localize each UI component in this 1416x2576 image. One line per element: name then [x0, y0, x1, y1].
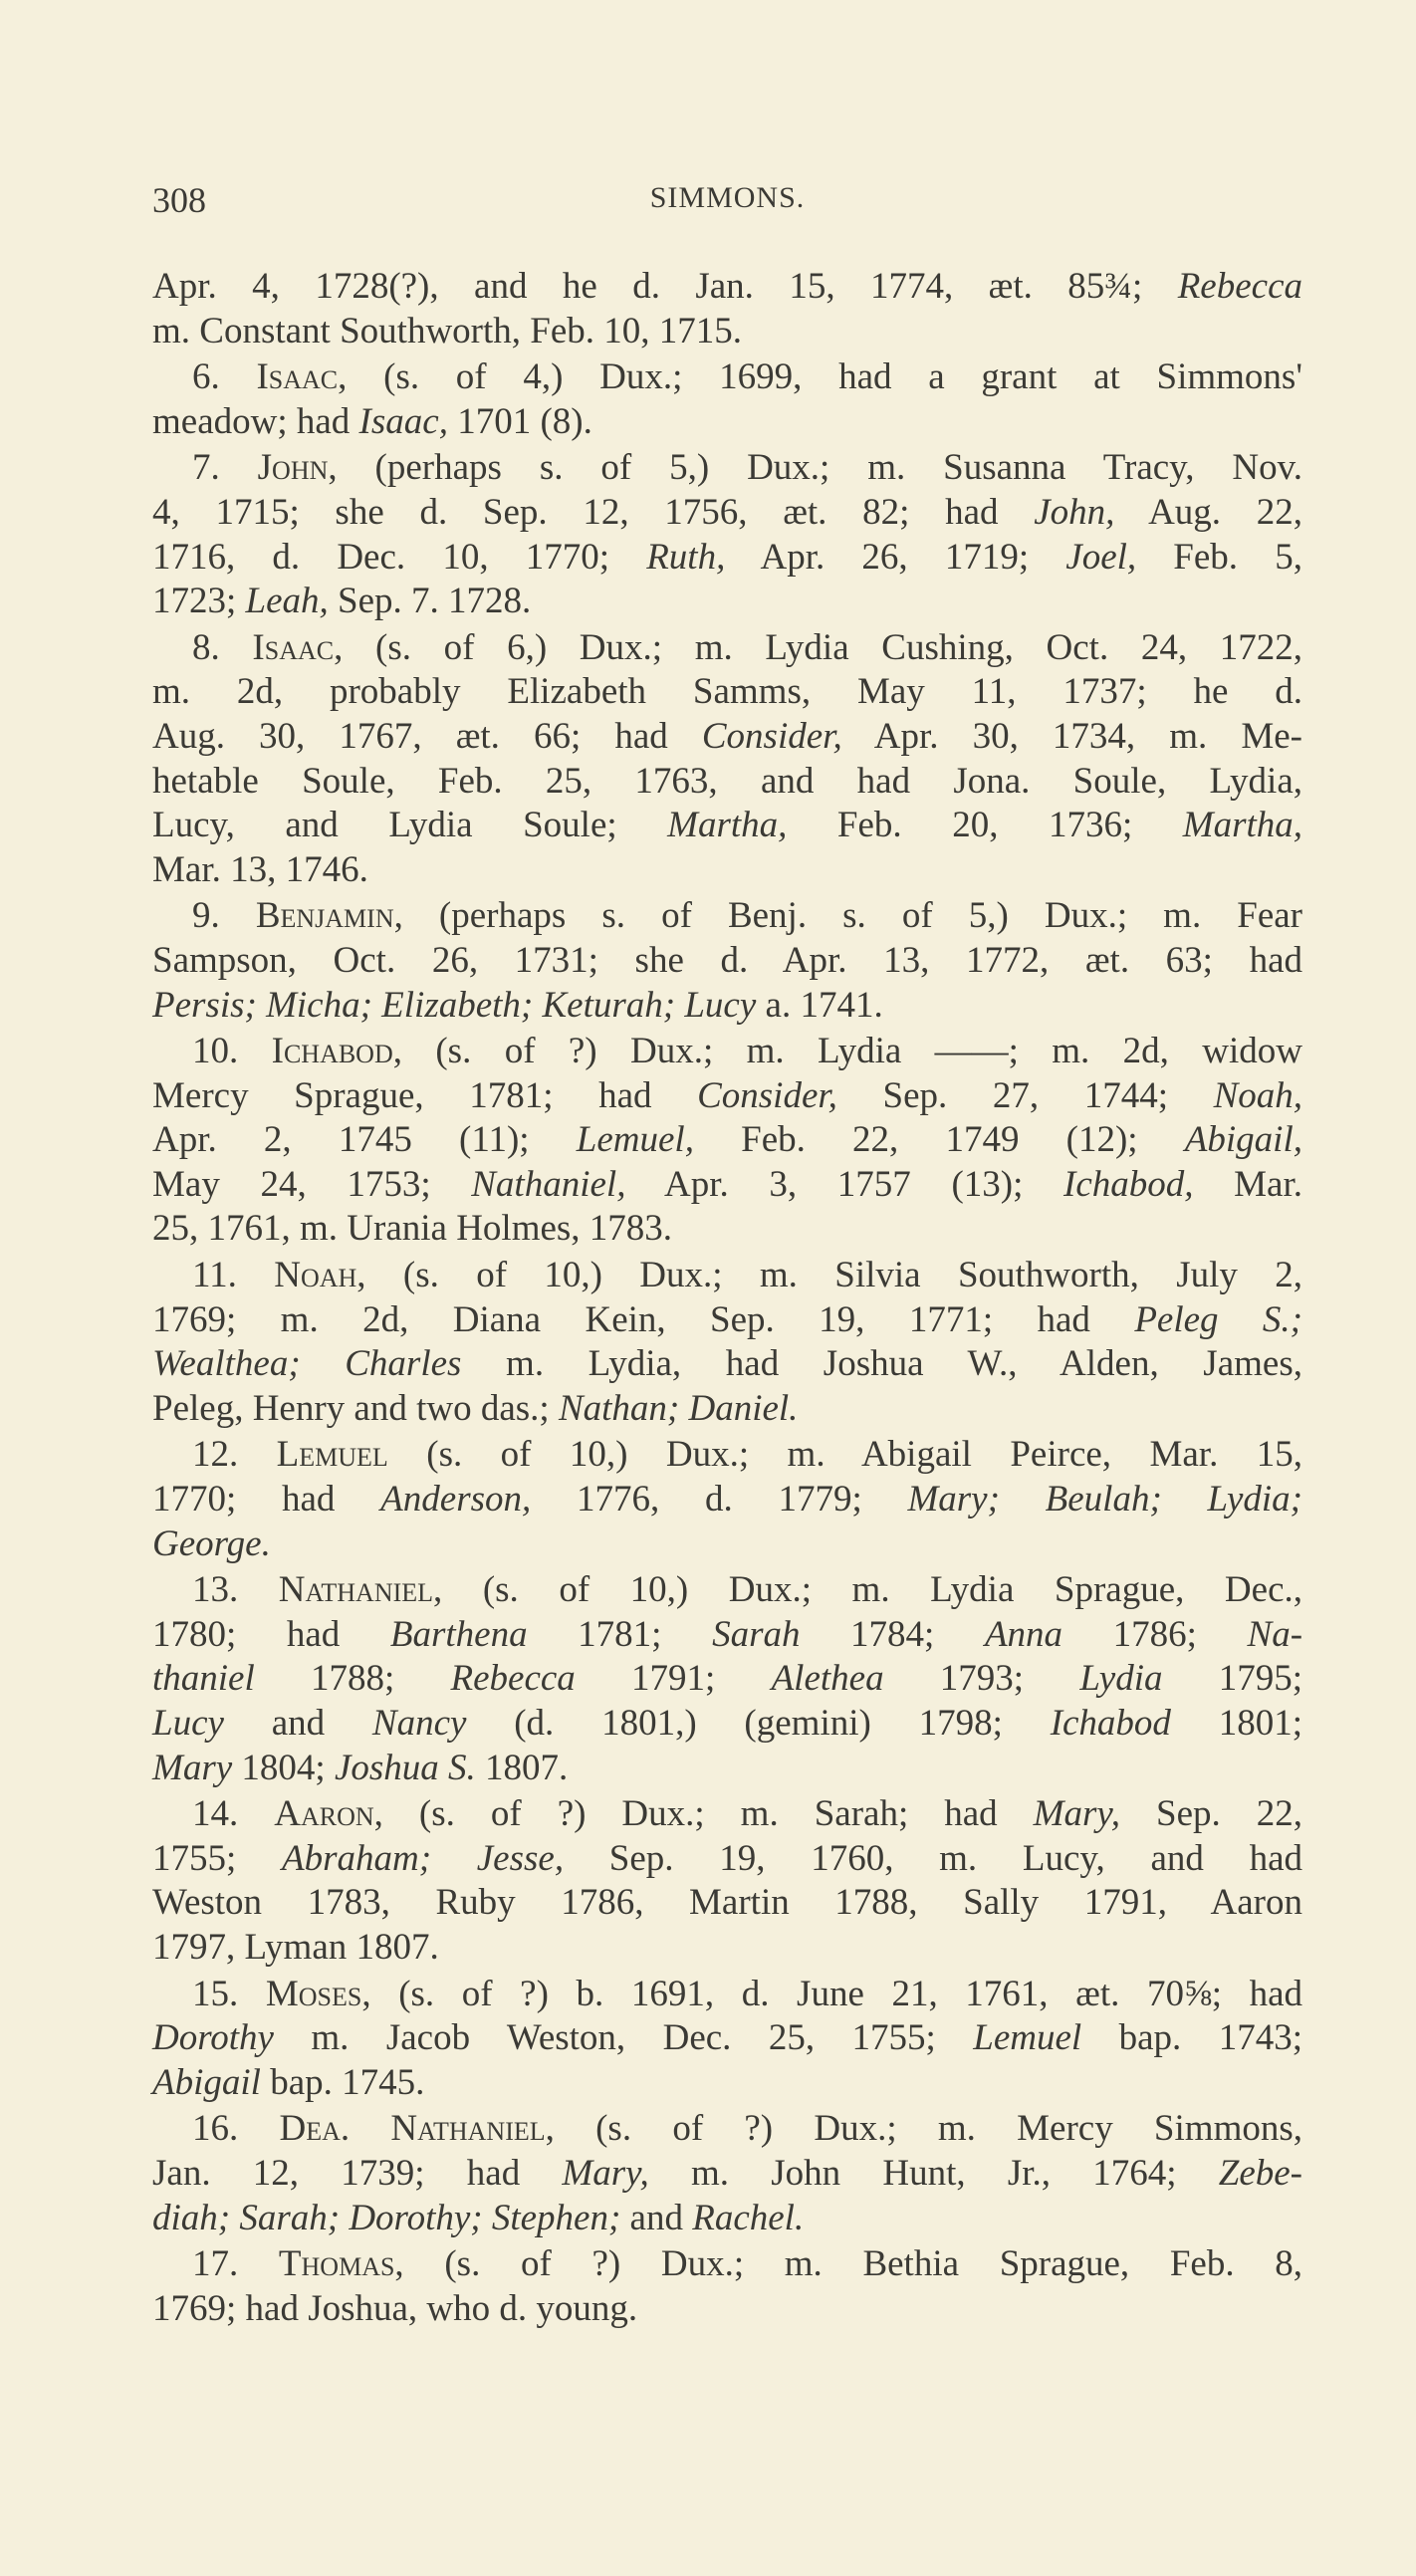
text-run: Peleg, Henry and two das.;: [152, 1387, 559, 1429]
text-run: (s. of ?) Dux.; m. Lydia ——; m. 2d, widow: [402, 1031, 1303, 1072]
text-run: (s. of ?) Dux.; m. Mercy Simmons,: [554, 2108, 1302, 2150]
genealogy-entry: [152, 1433, 1302, 1566]
entry-name: Lemuel: [276, 1434, 388, 1476]
italic-name: Rebecca: [450, 1658, 576, 1700]
text-line: [152, 1207, 1302, 1252]
text-run: bap. 1745.: [260, 2061, 425, 2103]
text-run: a. 1741.: [756, 984, 883, 1026]
text-run: (s. of 4,) Dux.; 1699, had a grant at Simmons': [347, 356, 1302, 398]
text-line: [152, 1702, 1302, 1747]
text-line: [152, 1837, 1302, 1882]
text-run: hetable Soule, Feb. 25, 1763, and had Jona. Soule, Lydia,: [152, 760, 1302, 802]
text-run: Lucy, and Lydia Soule;: [152, 805, 668, 846]
text-run: 1788;: [254, 1658, 451, 1700]
text-run: Sep. 22,: [1120, 1793, 1303, 1835]
entry-name: Aaron,: [274, 1793, 383, 1835]
text-run: m. Lydia, had Joshua W., Alden, James,: [461, 1343, 1302, 1385]
text-run: 15.: [192, 1973, 266, 2014]
italic-name: Na-: [1247, 1613, 1303, 1655]
genealogy-entry: [152, 1973, 1302, 2106]
italic-name: Leah,: [245, 581, 329, 622]
text-line: [152, 2061, 1302, 2106]
italic-name: Alethea: [771, 1658, 884, 1700]
text-run: 1769; had Joshua, who d. young.: [152, 2287, 638, 2329]
text-run: Sampson, Oct. 26, 1731; she d. Apr. 13, 1772, æt. 63; had: [152, 939, 1302, 981]
text-run: Feb. 22, 1749 (12);: [693, 1119, 1185, 1161]
italic-name: Nathan; Daniel.: [558, 1387, 799, 1429]
text-line: [152, 2197, 1302, 2241]
entry-name: Isaac,: [256, 356, 348, 398]
text-line: [152, 446, 1302, 491]
entry-name: Isaac,: [252, 626, 344, 668]
text-run: (s. of 10,) Dux.; m. Silvia Southworth, July 2,: [365, 1255, 1302, 1296]
text-line: [152, 355, 1302, 400]
text-run: 7.: [192, 447, 258, 489]
text-line: [152, 670, 1302, 715]
genealogy-entry: [152, 1030, 1302, 1252]
genealogy-entry: [152, 626, 1302, 893]
text-run: 1793;: [883, 1658, 1080, 1700]
genealogy-entry: [152, 1792, 1302, 1970]
page-number: 308: [152, 180, 206, 220]
text-run: 10.: [192, 1031, 272, 1072]
italic-name: Persis; Micha; Elizabeth; Keturah; Lucy: [152, 984, 757, 1026]
entry-name: John,: [257, 447, 338, 489]
genealogy-entry: [152, 1568, 1302, 1790]
text-line: [152, 1387, 1302, 1432]
text-run: m. 2d, probably Elizabeth Samms, May 11, 1737; he d.: [152, 671, 1302, 713]
text-line: [152, 804, 1302, 848]
italic-name: Nancy: [371, 1703, 467, 1744]
text-run: Feb. 5,: [1136, 536, 1302, 578]
italic-name: Peleg S.;: [1134, 1298, 1303, 1340]
text-run: meadow; had: [152, 400, 359, 442]
text-run: 25, 1761, m. Urania Holmes, 1783.: [152, 1208, 673, 1250]
text-line: [152, 1118, 1302, 1163]
text-run: 13.: [192, 1569, 279, 1611]
text-line: [152, 580, 1302, 624]
text-run: Apr. 3, 1757 (13);: [625, 1163, 1063, 1205]
text-line: [152, 1254, 1302, 1298]
text-run: 1797, Lyman 1807.: [152, 1926, 439, 1968]
italic-name: Dorothy: [152, 2017, 274, 2059]
text-run: 1791;: [575, 1658, 772, 1700]
genealogy-entry: [152, 2242, 1302, 2331]
text-line: [152, 894, 1302, 939]
italic-name: Consider,: [701, 715, 842, 757]
italic-name: Abigail: [152, 2061, 261, 2103]
entry-name: Moses,: [265, 1973, 371, 2014]
text-run: (perhaps s. of Benj. s. of 5,) Dux.; m. Fear: [402, 895, 1302, 937]
text-line: [152, 310, 1302, 354]
genealogy-entry: [152, 355, 1302, 444]
italic-name: Ichabod,: [1063, 1163, 1194, 1205]
text-line: [152, 1478, 1302, 1522]
italic-name: Martha,: [1182, 805, 1302, 846]
text-run: 1795;: [1162, 1658, 1303, 1700]
italic-name: thaniel: [152, 1658, 255, 1700]
text-run: 1784;: [800, 1613, 985, 1655]
italic-name: Nathaniel,: [471, 1163, 626, 1205]
text-line: [152, 760, 1302, 805]
text-line: [152, 715, 1302, 760]
text-run: (d. 1801,) (gemini) 1798;: [466, 1703, 1051, 1744]
continued-paragraph: [152, 265, 1302, 353]
text-run: Mar. 13, 1746.: [152, 848, 368, 890]
text-run: Apr. 4, 1728(?), and he d. Jan. 15, 1774, æt. 85¾;: [152, 266, 1178, 307]
genealogy-entry: [152, 1254, 1302, 1431]
italic-name: Mary,: [562, 2152, 649, 2194]
text-run: Mar.: [1193, 1163, 1302, 1205]
text-run: (s. of 6,) Dux.; m. Lydia Cushing, Oct. 24, 1722,: [343, 626, 1303, 668]
text-run: 14.: [192, 1793, 275, 1835]
text-line: [152, 1881, 1302, 1926]
text-run: and: [223, 1703, 372, 1744]
text-line: [152, 2242, 1302, 2287]
text-line: [152, 1433, 1302, 1478]
genealogy-entry: [152, 2107, 1302, 2240]
text-line: [152, 265, 1302, 310]
italic-name: George.: [152, 1522, 271, 1564]
text-run: 1786;: [1062, 1613, 1248, 1655]
text-run: Apr. 30, 1734, m. Me-: [841, 715, 1302, 757]
text-line: [152, 400, 1302, 445]
text-run: Mercy Sprague, 1781; had: [152, 1074, 698, 1116]
text-run: May 24, 1753;: [152, 1163, 472, 1205]
italic-name: Joel,: [1065, 536, 1137, 578]
genealogy-entry: [152, 894, 1302, 1028]
text-line: [152, 1657, 1302, 1702]
text-run: (s. of 10,) Dux.; m. Abigail Peirce, Mar. 15,: [387, 1434, 1302, 1476]
text-line: [152, 1568, 1302, 1613]
text-line: [152, 939, 1302, 984]
text-line: [152, 1973, 1302, 2017]
italic-name: Ichabod: [1050, 1703, 1171, 1744]
text-line: [152, 491, 1302, 536]
text-run: 1769; m. 2d, Diana Kein, Sep. 19, 1771; had: [152, 1298, 1135, 1340]
italic-name: Mary; Beulah; Lydia;: [907, 1479, 1303, 1521]
text-run: Weston 1783, Ruby 1786, Martin 1788, Sally 1791, Aaron: [152, 1882, 1302, 1924]
text-line: [152, 1522, 1302, 1567]
text-line: [152, 1163, 1302, 1208]
page-header: [152, 179, 1302, 229]
text-run: Apr. 26, 1719;: [725, 536, 1066, 578]
text-line: [152, 2107, 1302, 2152]
italic-name: Anderson,: [380, 1479, 532, 1521]
text-run: 1701 (8).: [447, 400, 592, 442]
italic-name: Wealthea; Charles: [152, 1343, 462, 1385]
italic-name: Mary,: [1033, 1793, 1121, 1835]
italic-name: Lydia: [1079, 1658, 1163, 1700]
text-run: 17.: [192, 2243, 279, 2285]
running-head: SIMMONS.: [649, 181, 806, 214]
text-run: m. Constant Southworth, Feb. 10, 1715.: [152, 310, 743, 351]
text-line: [152, 2016, 1302, 2061]
text-run: 1781;: [527, 1613, 713, 1655]
entry-name: Benjamin,: [255, 895, 403, 937]
text-run: Apr. 2, 1745 (11);: [152, 1119, 577, 1161]
text-run: Sep. 7. 1728.: [328, 581, 532, 622]
italic-name: Joshua S.: [334, 1747, 476, 1788]
text-line: [152, 984, 1302, 1029]
entry-name: Dea. Nathaniel,: [279, 2108, 555, 2150]
text-line: [152, 626, 1302, 671]
italic-name: Noah,: [1213, 1074, 1302, 1116]
text-line: [152, 536, 1302, 581]
text-line: [152, 1030, 1302, 1074]
italic-name: Lemuel: [973, 2017, 1082, 2059]
text-run: 1807.: [475, 1747, 569, 1788]
italic-name: Martha,: [667, 805, 788, 846]
text-run: 12.: [192, 1434, 277, 1476]
body-text: [152, 265, 1302, 2333]
text-run: 6.: [192, 356, 257, 398]
text-line: [152, 1747, 1302, 1791]
italic-name: Lucy: [152, 1703, 224, 1744]
text-run: Sep. 27, 1744;: [836, 1074, 1214, 1116]
text-run: 1723;: [152, 581, 246, 622]
text-line: [152, 2152, 1302, 2197]
italic-name: Rebecca: [1177, 266, 1302, 307]
text-line: [152, 1792, 1302, 1837]
italic-name: Barthena: [389, 1613, 528, 1655]
text-run: and: [620, 2197, 693, 2238]
text-line: [152, 1298, 1302, 1343]
text-run: m. John Hunt, Jr., 1764;: [648, 2152, 1219, 2194]
entry-name: Ichabod,: [271, 1031, 402, 1072]
text-run: 1801;: [1170, 1703, 1302, 1744]
text-line: [152, 848, 1302, 893]
text-line: [152, 1613, 1302, 1658]
italic-name: Sarah: [712, 1613, 801, 1655]
text-run: 8.: [192, 626, 253, 668]
italic-name: Ruth,: [646, 536, 726, 578]
italic-name: Isaac,: [358, 400, 448, 442]
text-line: [152, 1074, 1302, 1119]
text-run: Feb. 20, 1736;: [787, 805, 1183, 846]
text-run: bap. 1743;: [1081, 2017, 1303, 2059]
text-run: 1804;: [232, 1747, 335, 1788]
text-run: (s. of ?) Dux.; m. Sarah; had: [382, 1793, 1034, 1835]
text-run: Sep. 19, 1760, m. Lucy, and had: [564, 1837, 1303, 1879]
text-run: 11.: [192, 1255, 275, 1296]
italic-name: Abigail,: [1184, 1119, 1302, 1161]
text-line: [152, 1926, 1302, 1971]
text-run: 1755;: [152, 1837, 282, 1879]
entry-name: Nathaniel,: [278, 1569, 443, 1611]
italic-name: Anna: [984, 1613, 1063, 1655]
text-run: (s. of ?) Dux.; m. Bethia Sprague, Feb. 8,: [403, 2243, 1302, 2285]
italic-name: Abraham; Jesse,: [282, 1837, 565, 1879]
text-run: 16.: [192, 2108, 280, 2150]
text-run: Aug. 22,: [1114, 491, 1302, 533]
text-run: m. Jacob Weston, Dec. 25, 1755;: [273, 2017, 974, 2059]
text-run: 1776, d. 1779;: [531, 1479, 908, 1521]
text-run: 1780; had: [152, 1613, 390, 1655]
entry-name: Noah,: [274, 1255, 366, 1296]
entry-name: Thomas,: [278, 2243, 404, 2285]
text-run: (s. of 10,) Dux.; m. Lydia Sprague, Dec.,: [442, 1569, 1302, 1611]
text-run: (s. of ?) b. 1691, d. June 21, 1761, æt. 70⅝; had: [370, 1973, 1303, 2014]
text-run: 1770; had: [152, 1479, 381, 1521]
text-run: 1716, d. Dec. 10, 1770;: [152, 536, 647, 578]
text-line: [152, 1342, 1302, 1387]
text-run: 4, 1715; she d. Sep. 12, 1756, æt. 82; had: [152, 491, 1035, 533]
italic-name: Mary: [152, 1747, 233, 1788]
text-run: Aug. 30, 1767, æt. 66; had: [152, 715, 702, 757]
italic-name: diah; Sarah; Dorothy; Stephen;: [152, 2197, 621, 2238]
genealogy-entry: [152, 446, 1302, 623]
italic-name: Consider,: [697, 1074, 837, 1116]
text-run: (perhaps s. of 5,) Dux.; m. Susanna Tracy, Nov.: [337, 447, 1302, 489]
italic-name: Zebe-: [1218, 2152, 1302, 2194]
text-run: Jan. 12, 1739; had: [152, 2152, 563, 2194]
italic-name: John,: [1034, 491, 1115, 533]
text-line: [152, 2287, 1302, 2332]
italic-name: Rachel.: [692, 2197, 805, 2238]
text-run: 9.: [192, 895, 256, 937]
italic-name: Lemuel,: [576, 1119, 694, 1161]
